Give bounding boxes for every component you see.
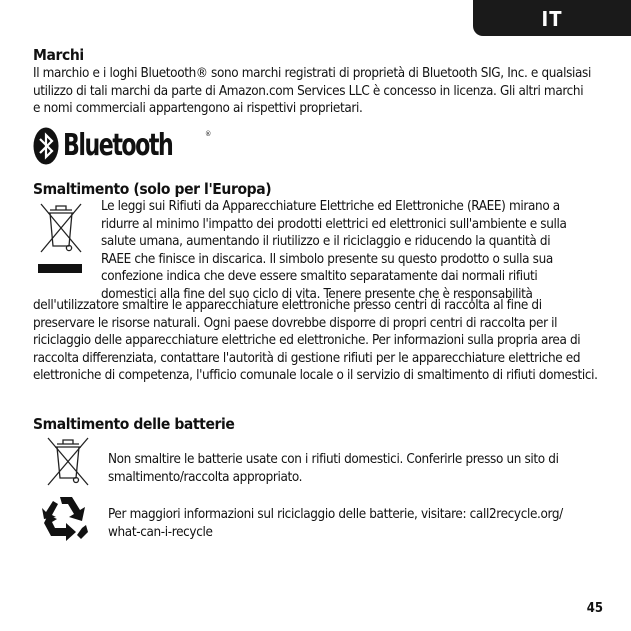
disposal-eu-text-continued: dell'utilizzatore smaltire le apparecchiature elettroniche presso centri di raccolta al fine di preservare le risorse naturali. Ogni paese dovrebbe disporre di propri centri di raccolta per il riciclaggio delle apparecchiature elettriche ed elettroniche. Per informazioni sulla propria area di raccolta differenziata, contattare l'autorità di gestione rifiuti per le apparecchiature elettriche ed elettroniche di competenza, l'ufficio comunale locale o il servizio di smaltimento di rifiuti domestici.	[33, 298, 598, 383]
disposal-eu-line: salute umana, aumentando il riutilizzo e il riciclaggio e riducendo la quantità di	[101, 234, 551, 249]
trademarks-text: Il marchio e i loghi Bluetooth® sono marchi registrati di proprietà di Bluetooth SIG, Inc. e qualsiasi utilizzo di tali marchi da parte di Amazon.com Services LLC è concesso in licenza. Gli altri marchi e nomi commerciali appartengono ai rispettivi proprietari.	[33, 66, 591, 116]
disposal-eu-line: ridurre al minimo l'impatto dei prodotti elettrici ed elettronici sull'ambiente e sulla	[101, 216, 567, 232]
bluetooth-wordmark: Bluetooth	[63, 128, 173, 163]
disposal-eu-line: confezione indica che deve essere smaltito separatamente dai normali rifiuti	[101, 269, 538, 284]
recycle-icon	[40, 492, 92, 544]
crossed-out-bin-icon	[45, 436, 91, 488]
disposal-eu-line: Le leggi sui Rifiuti da Apparecchiature Elettriche ed Elettroniche (RAEE) mirano a	[101, 199, 560, 214]
bluetooth-icon	[33, 127, 59, 165]
bluetooth-logo	[33, 126, 212, 166]
disposal-eu-line: RAEE che finisce in discarica. Il simbolo presente su questo prodotto o sulla sua	[101, 251, 553, 267]
trademarks-title: Marchi	[33, 46, 84, 64]
crossed-out-wheelie-bin-icon	[36, 200, 84, 278]
battery-disposal-title: Smaltimento delle batterie	[33, 415, 235, 433]
disposal-eu-line: domestici alla fine del suo ciclo di vita. Tenere presente che è responsabilità	[101, 286, 533, 302]
language-tab: IT	[473, 0, 631, 36]
registered-mark: ®	[205, 130, 212, 138]
disposal-eu-title: Smaltimento (solo per l'Europa)	[33, 180, 272, 198]
battery-recycle-text: Per maggiori informazioni sul riciclaggio delle batterie, visitare: call2recycle.org/ what-can-i-recycle	[108, 507, 563, 540]
battery-disposal-text: Non smaltire le batterie usate con i rifiuti domestici. Conferirle presso un sito di smaltimento/raccolta appropriato.	[108, 452, 559, 485]
page-number: 45	[586, 601, 603, 616]
